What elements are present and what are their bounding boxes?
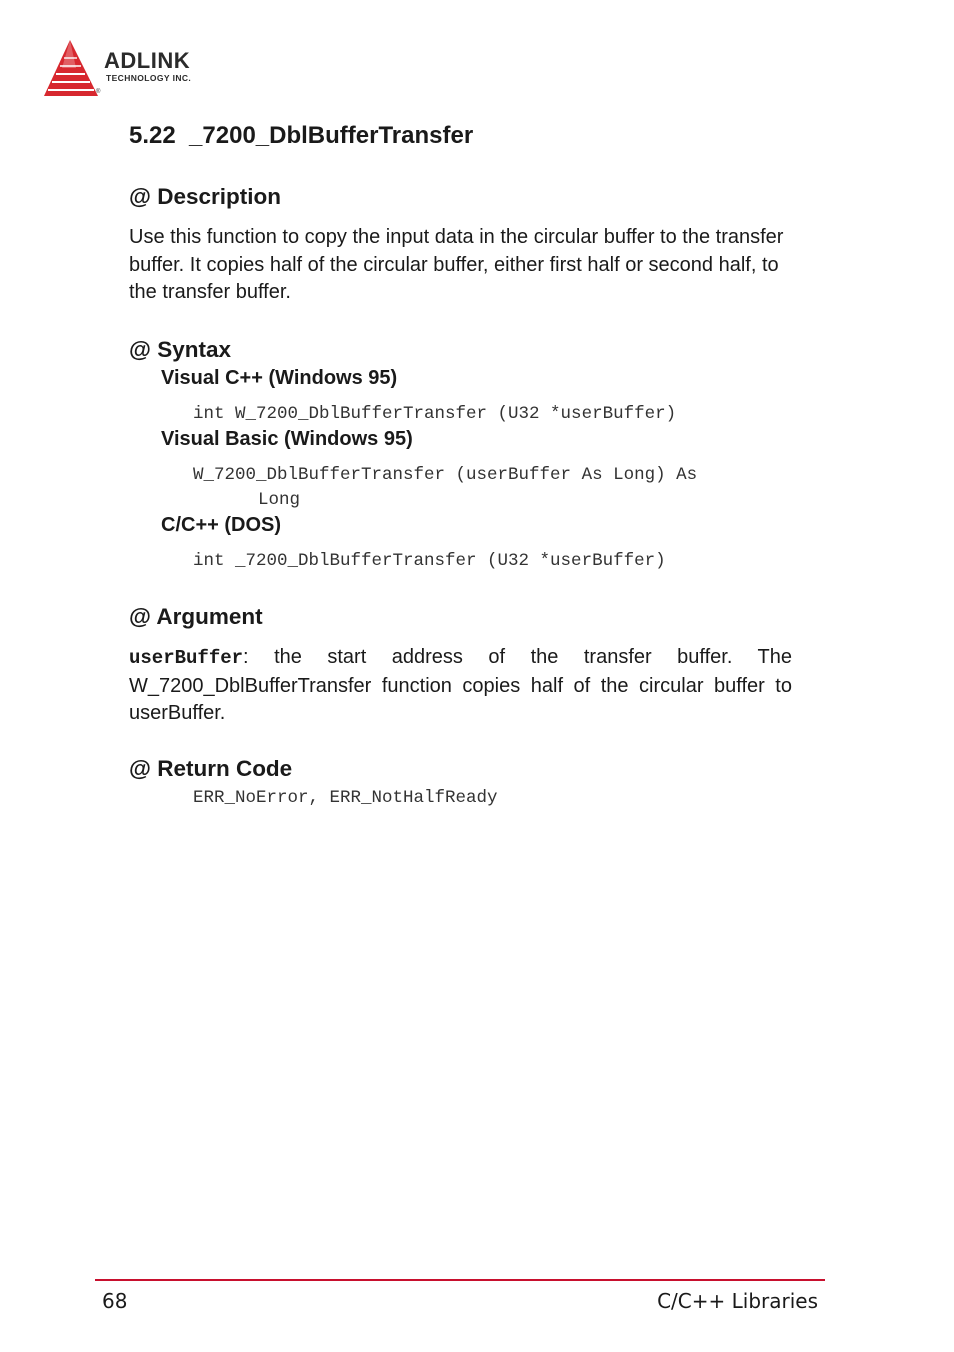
logo-tagline: TECHNOLOGY INC. (106, 73, 192, 83)
syntax-dos-code: int _7200_DblBufferTransfer (U32 *userBuffer) (193, 551, 666, 571)
return-code-heading: @ Return Code (129, 756, 293, 781)
argument-name: userBuffer (129, 647, 244, 669)
logo-wordmark: ADLINK (104, 48, 191, 73)
syntax-vb-label: Visual Basic (Windows 95) (161, 428, 413, 450)
argument-heading: @ Argument (129, 604, 263, 629)
logo-registered-mark: ® (96, 89, 101, 95)
page-number: 68 (102, 1289, 128, 1313)
syntax-vb-code-line1: W_7200_DblBufferTransfer (userBuffer As Long) As (193, 465, 698, 485)
syntax-vc-code: int W_7200_DblBufferTransfer (U32 *userBuffer) (193, 404, 677, 424)
return-code-values: ERR_NoError, ERR_NotHalfReady (193, 788, 498, 808)
argument-description (129, 644, 792, 728)
footer-section-title: C/C++ Libraries (657, 1289, 818, 1313)
argument-text: : the start address of the transfer buffer. The W_7200_DblBufferTransfer function copies half of the circular buffer to userBuffer. (129, 646, 792, 724)
syntax-vc-label: Visual C++ (Windows 95) (161, 367, 398, 389)
page-title: 5.22 _7200_DblBufferTransfer (129, 122, 474, 149)
syntax-dos-label: C/C++ (DOS) (161, 514, 282, 536)
description-text: Use this function to copy the input data in the circular buffer to the transfer buffer. It copies half of the circular buffer, either first half or second half, to the transfer buffer. (129, 226, 784, 303)
syntax-vb-code-line2: Long (258, 490, 301, 510)
description-heading: @ Description (129, 184, 281, 209)
footer-rule (95, 1279, 825, 1281)
syntax-heading: @ Syntax (129, 337, 231, 362)
